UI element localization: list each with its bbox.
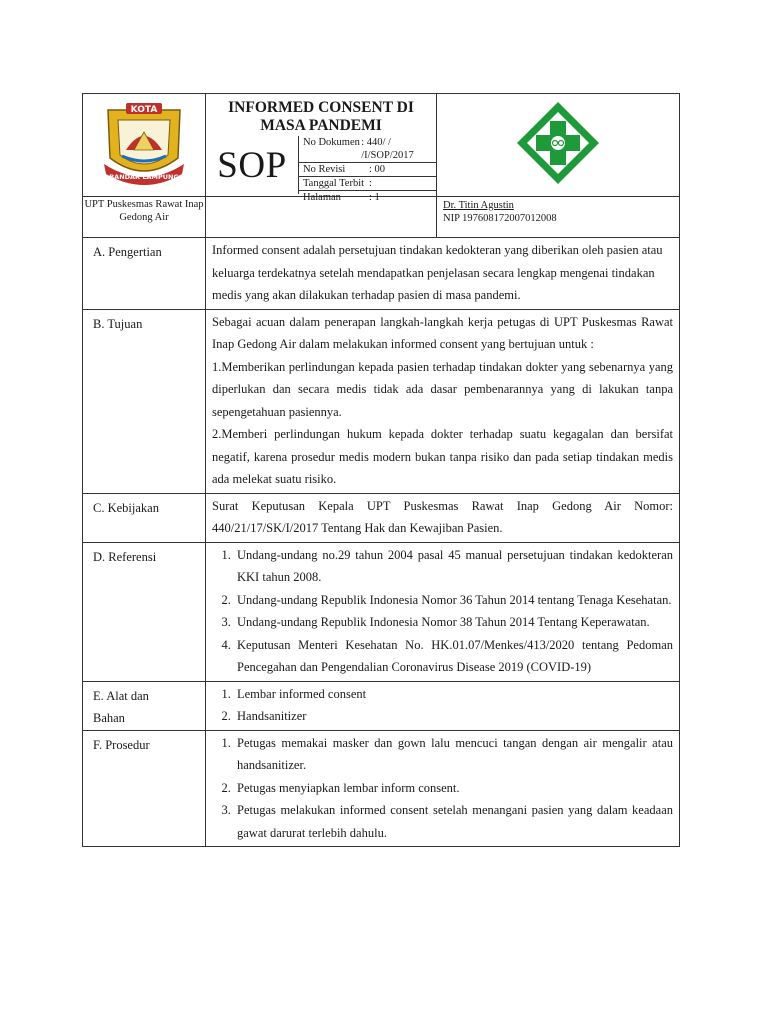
section-content-alat-bahan: [206, 681, 680, 730]
puskesmas-logo-cell: [437, 94, 680, 197]
list-item: 3. Petugas melakukan informed consent setelah menangani pasien yang dalam keadaan gawat darurat terlebih dahulu.: [234, 799, 673, 844]
section-content-tujuan: [206, 309, 680, 493]
list-item: 4. Keputusan Menteri Kesehatan No. HK.01.07/Menkes/413/2020 tentang Pedoman Pencegahan dan Pengendalian Coronavirus Disease 2019 (COVID-19): [234, 634, 673, 679]
paragraph: Informed consent adalah persetujuan tindakan kedokteran yang diberikan oleh pasien atau keluarga terdekatnya setelah mendapatkan penjelasan secara lengkap mengenai tindakan medis yang akan dilakukan terhadap pasien di masa pandemi.: [212, 243, 663, 302]
paragraph: Sebagai acuan dalam penerapan langkah-langkah kerja petugas di UPT Puskesmas Rawat Inap Gedong Air dalam melakukan informed consent yang bertujuan untuk :: [212, 314, 674, 351]
section-label: D. Referensi: [83, 542, 206, 681]
city-logo-cell: [83, 94, 206, 197]
section-content-pengertian: [206, 238, 680, 310]
meta-row: No Dokumen : 440/ / /I/SOP/2017: [299, 136, 436, 163]
logo-text-top: KOTA: [130, 104, 158, 115]
list-item: 2. Undang-undang Republik Indonesia Nomor 36 Tahun 2014 tentang Tenaga Kesehatan.: [234, 589, 673, 612]
logo-text-bottom: BANDAR LAMPUNG: [109, 172, 179, 181]
section-content-referensi: [206, 542, 680, 681]
meta-row: Tanggal Terbit :: [299, 177, 436, 191]
puskesmas-logo-icon: [513, 98, 603, 188]
list-item: 2. Handsanitizer: [234, 705, 673, 728]
institution-cell: [83, 197, 206, 238]
equipment-list: [212, 683, 673, 728]
section-label: E. Alat dan Bahan: [83, 681, 206, 730]
bandar-lampung-emblem-icon: [96, 100, 192, 186]
sop-block: [206, 136, 436, 203]
list-item: 3. Undang-undang Republik Indonesia Nomor 38 Tahun 2014 Tentang Keperawatan.: [234, 611, 673, 634]
section-label: A. Pengertian: [83, 238, 206, 310]
signature-cell: [437, 197, 680, 238]
institution-name: UPT Puskesmas Rawat Inap Gedong Air: [84, 199, 204, 223]
section-label: F. Prosedur: [83, 730, 206, 847]
signer-nip: NIP 197608172007012008: [443, 212, 557, 224]
signer-name: Dr. Titin Agustin: [443, 200, 514, 211]
document-meta: [299, 136, 436, 203]
meta-row: No Revisi : 00: [299, 163, 436, 177]
section-content-prosedur: [206, 730, 680, 847]
list-item: 1. Lembar informed consent: [234, 683, 673, 706]
paragraph: Surat Keputusan Kepala UPT Puskesmas Rawat Inap Gedong Air Nomor: 440/21/17/SK/I/2017 Tentang Hak dan Kewajiban Pasien.: [212, 498, 674, 535]
section-content-kebijakan: [206, 493, 680, 542]
procedure-list: [212, 732, 673, 845]
list-item: 1. Petugas memakai masker dan gown lalu mencuci tangan dengan air mengalir atau handsanitizer.: [234, 732, 673, 777]
sop-table: [82, 93, 680, 847]
sop-document: [82, 93, 679, 847]
document-title: INFORMED CONSENT DI MASA PANDEMI: [228, 99, 414, 134]
meta-row: Halaman : 1: [303, 192, 380, 203]
section-label: C. Kebijakan: [83, 493, 206, 542]
sop-label: SOP: [206, 136, 299, 194]
list-item: 1. Undang-undang no.29 tahun 2004 pasal 45 manual persetujuan tindakan kedokteran KKI tahun 2008.: [234, 544, 673, 589]
paragraph: 1.Memberikan perlindungan kepada pasien terhadap tindakan dokter yang sebenarnya yang diperlukan dan secara medis tidak ada dasar pembenarannya yang di lakukan tanpa sepengetahuan pasiennya.: [212, 359, 674, 419]
list-item: 2. Petugas menyiapkan lembar inform consent.: [234, 777, 673, 800]
title-sop-cell: [206, 94, 437, 203]
paragraph: 2.Memberi perlindungan hukum kepada dokter terhadap suatu kegagalan dan bersifat negatif, karena prosedur medis modern bukan tanpa risiko dan pada setiap tindakan medis ada melekat suatu risiko.: [212, 427, 674, 486]
reference-list: [212, 544, 673, 679]
section-label: B. Tujuan: [83, 309, 206, 493]
